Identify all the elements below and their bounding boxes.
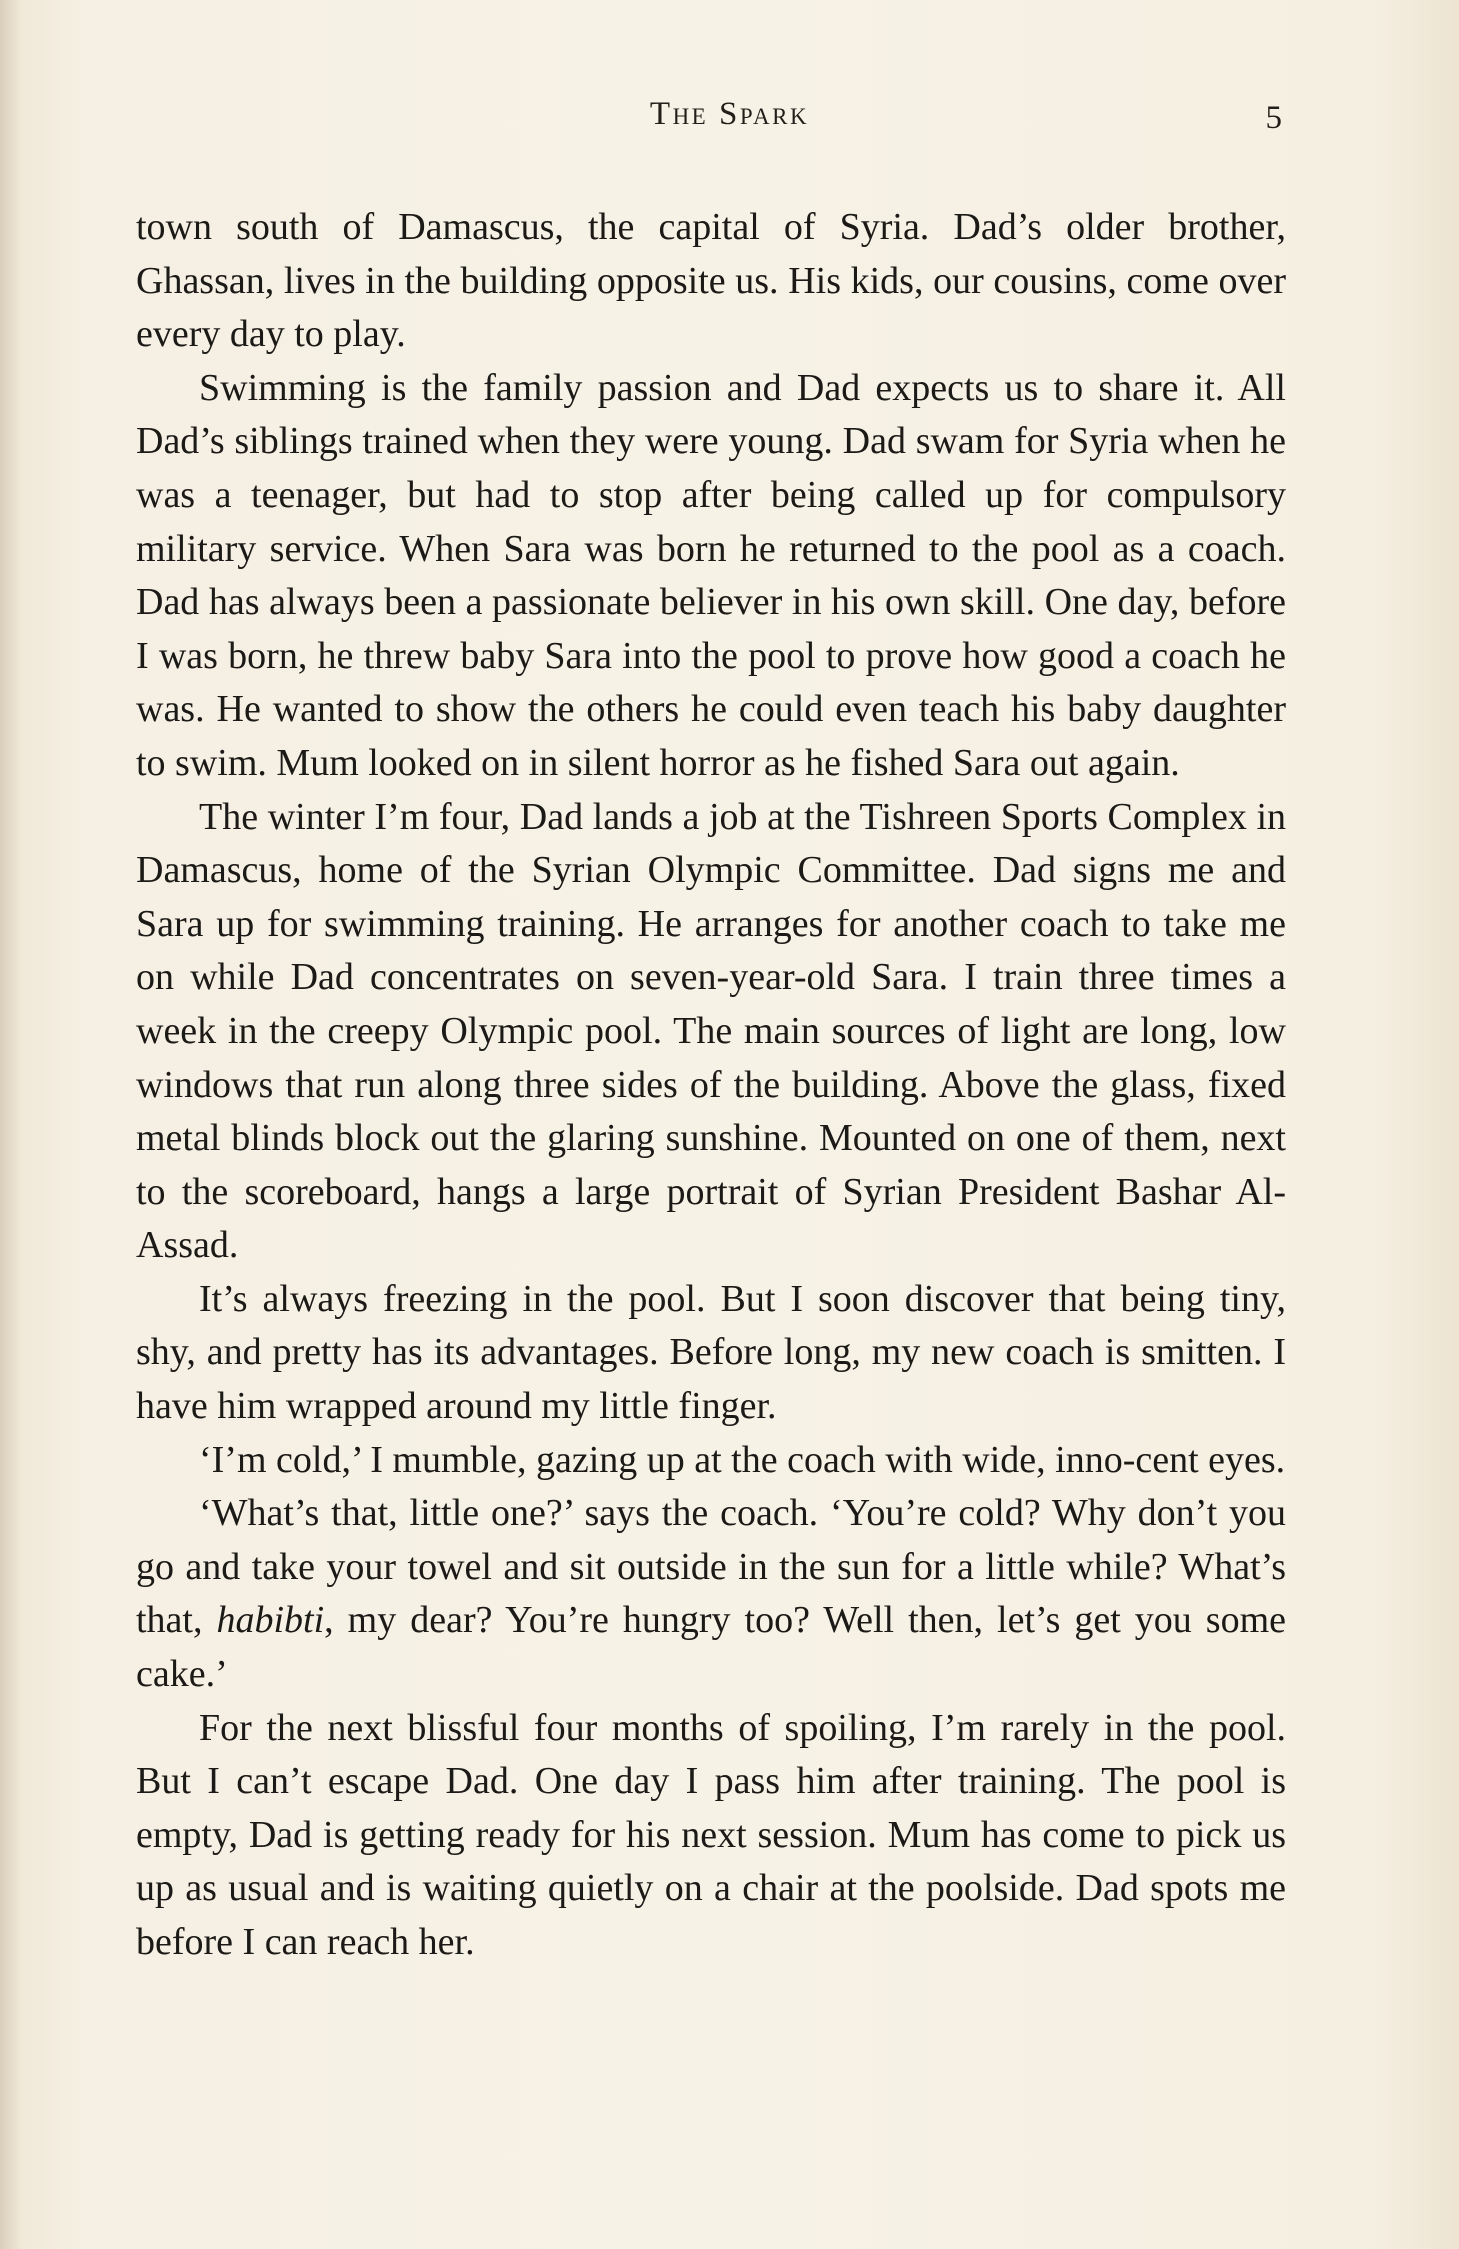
paragraph: Swimming is the family passion and Dad expects us to share it. All Dad’s siblings trained when they were young. Dad swam for Syria when he was a teenager, but had to stop after being called up for compulsory military service. When Sara was born he returned to the pool as a coach. Dad has always been a passionate believer in his own skill. One day, before I was born, he threw baby Sara into the pool to prove how good a coach he was. He wanted to show the others he could even teach his baby daughter to swim. Mum looked on in silent horror as he fished Sara out again. bbox=[136, 366, 1286, 784]
paragraph bbox=[136, 1487, 1286, 1701]
paragraph: The winter I’m four, Dad lands a job at the Tishreen Sports Complex in Damascus, home of the Syrian Olympic Committee. Dad signs me and Sara up for swimming training. He arranges for another coach to take me on while Dad concentrates on seven-year-old Sara. I train three times a week in the creepy Olympic pool. The main sources of light are long, low windows that run along three sides of the building. Above the glass, fixed metal blinds block out the glaring sunshine. Mounted on one of them, next to the scoreboard, hangs a large portrait of Syrian President Bashar Al-Assad. bbox=[136, 795, 1286, 1267]
running-head bbox=[0, 96, 1459, 146]
page-number: 5 bbox=[1265, 100, 1282, 136]
paragraph-text: , my dear? You’re hungry too? Well then, let’s get you some cake.’ bbox=[136, 1599, 1286, 1696]
paragraph: ‘I’m cold,’ I mumble, gazing up at the coach with wide, inno-cent eyes. bbox=[199, 1438, 1286, 1481]
paragraph: It’s always freezing in the pool. But I soon discover that being tiny, shy, and pretty has its advantages. Before long, my new coach is smitten. I have him wrapped around my little finger. bbox=[136, 1277, 1286, 1428]
paragraph: town south of Damascus, the capital of Syria. Dad’s older brother, Ghassan, lives in the building opposite us. His kids, our cousins, come over every day to play. bbox=[136, 206, 1286, 356]
running-head-title: The Spark bbox=[649, 96, 810, 132]
paragraph: For the next blissful four months of spoiling, I’m rarely in the pool. But I can’t escape Dad. One day I pass him after training. The pool is empty, Dad is getting ready for his next session. Mum has come to pick us up as usual and is waiting quietly on a chair at the poolside. Dad spots me before I can reach her. bbox=[136, 1706, 1286, 1963]
paragraph-text: ‘What’s that, little one?’ says the coach. ‘You’re cold? Why don’t you go and take your towel and sit outside in the sun for a little while? What’s that, bbox=[136, 1492, 1286, 1642]
italic-term: habibti bbox=[216, 1599, 325, 1642]
page-gutter-shadow bbox=[0, 0, 22, 2249]
body-text bbox=[136, 201, 1286, 1970]
